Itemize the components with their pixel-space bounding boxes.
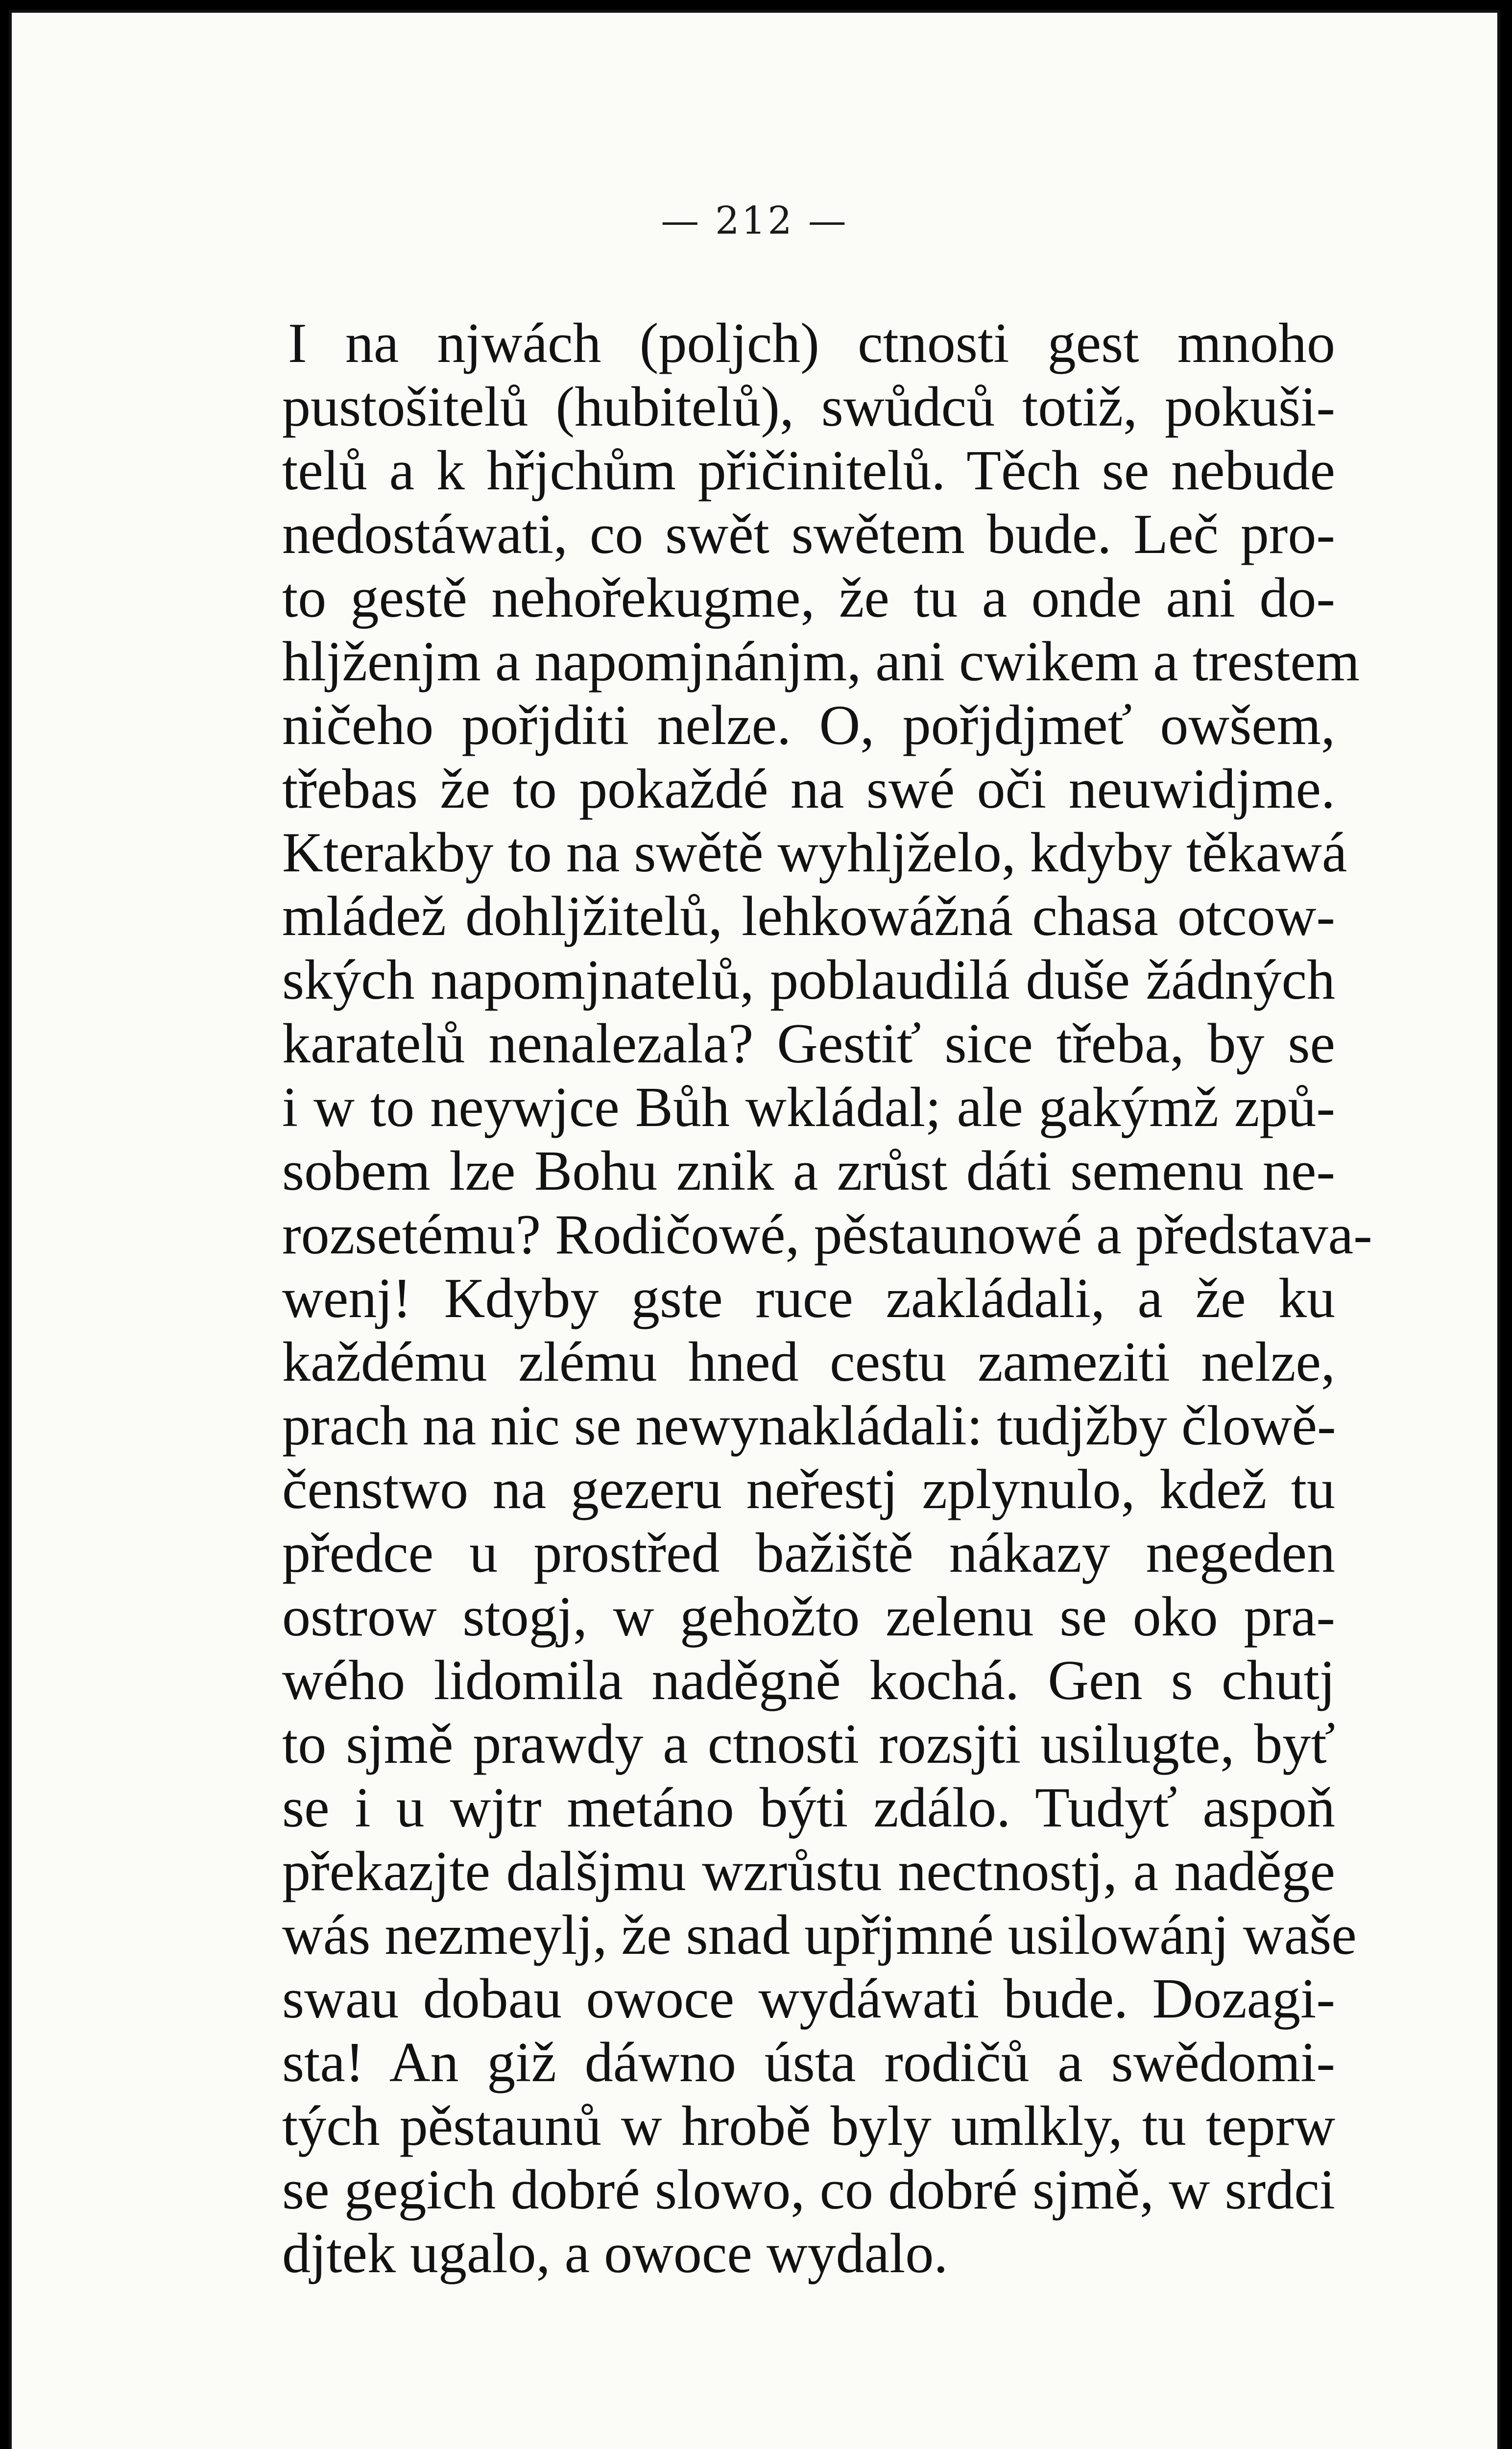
text-line: Kterakby to na swětě wyhljželo, kdyby těkawá	[282, 821, 1347, 884]
text-line: I na njwách (poljch) ctnosti gest mnoho	[288, 312, 1335, 375]
text-line: wého lidomila naděgně kochá. Gen s chutj	[282, 1649, 1335, 1712]
text-line: nedostáwati, co swět swětem bude. Leč pro-	[282, 503, 1335, 566]
text-line: wenj! Kdyby gste ruce zakládali, a že ku	[282, 1267, 1335, 1330]
text-line: hljženjm a napomjnánjm, ani cwikem a trestem	[282, 630, 1360, 693]
text-line: i w to neywjce Bůh wkládal; ale gakýmž způ-	[282, 1076, 1335, 1139]
text-line: karatelů nenalezala? Gestiť sice třeba, by se	[282, 1012, 1335, 1075]
text-line: telů a k hřjchům přičinitelů. Těch se nebude	[282, 439, 1335, 502]
scanned-page	[9, 10, 1500, 2449]
text-line: překazjte dalšjmu wzrůstu nectnostj, a naděge	[282, 1840, 1335, 1903]
text-line: djtek ugalo, a owoce wydalo.	[282, 2222, 948, 2285]
body-text	[282, 312, 1372, 2285]
text-line: ských napomjnatelů, poblaudilá duše žádných	[282, 949, 1335, 1011]
text-line: sta! An giž dáwno ústa rodičů a swědomi-	[282, 2031, 1335, 2094]
text-line: čenstwo na gezeru neřestj zplynulo, kdež tu	[282, 1458, 1335, 1521]
text-line: to sjmě prawdy a ctnosti rozsjti usilugte, byť	[282, 1713, 1335, 1776]
text-line: každému zlému hned cestu zameziti nelze,	[282, 1331, 1335, 1393]
text-line: mládež dohljžitelů, lehkowážná chasa otcow-	[282, 885, 1335, 948]
text-line: prach na nic se newynakládali: tudjžby člowě-	[282, 1394, 1336, 1457]
text-line: pustošitelů (hubitelů), swůdců totiž, pokuši-	[282, 376, 1335, 438]
text-line: třebas že to pokaždé na swé oči neuwidjme.	[282, 758, 1335, 820]
text-line: se gegich dobré slowo, co dobré sjmě, w srdci	[282, 2159, 1335, 2221]
text-line: předce u prostřed bažiště nákazy negeden	[282, 1522, 1335, 1585]
text-line: wás nezmeylj, že snad upřjmné usilowánj waše	[282, 1904, 1357, 1967]
text-line: sobem lze Bohu znik a zrůst dáti semenu ne-	[282, 1140, 1335, 1202]
text-line: to gestě nehořekugme, že tu a onde ani do-	[282, 567, 1335, 629]
text-line: ničeho pořjditi nelze. O, pořjdjmeť owšem,	[282, 694, 1335, 757]
text-line: tých pěstaunů w hrobě byly umlkly, tu teprw	[282, 2095, 1335, 2158]
page-number: — 212 —	[661, 199, 848, 243]
text-line: se i u wjtr metáno býti zdálo. Tudyť aspoň	[282, 1777, 1335, 1839]
text-line: ostrow stogj, w gehožto zelenu se oko pra-	[282, 1585, 1335, 1648]
text-line: rozsetému? Rodičowé, pěstaunowé a představa-	[282, 1203, 1372, 1266]
text-line: swau dobau owoce wydáwati bude. Dozagi-	[282, 1968, 1335, 2030]
